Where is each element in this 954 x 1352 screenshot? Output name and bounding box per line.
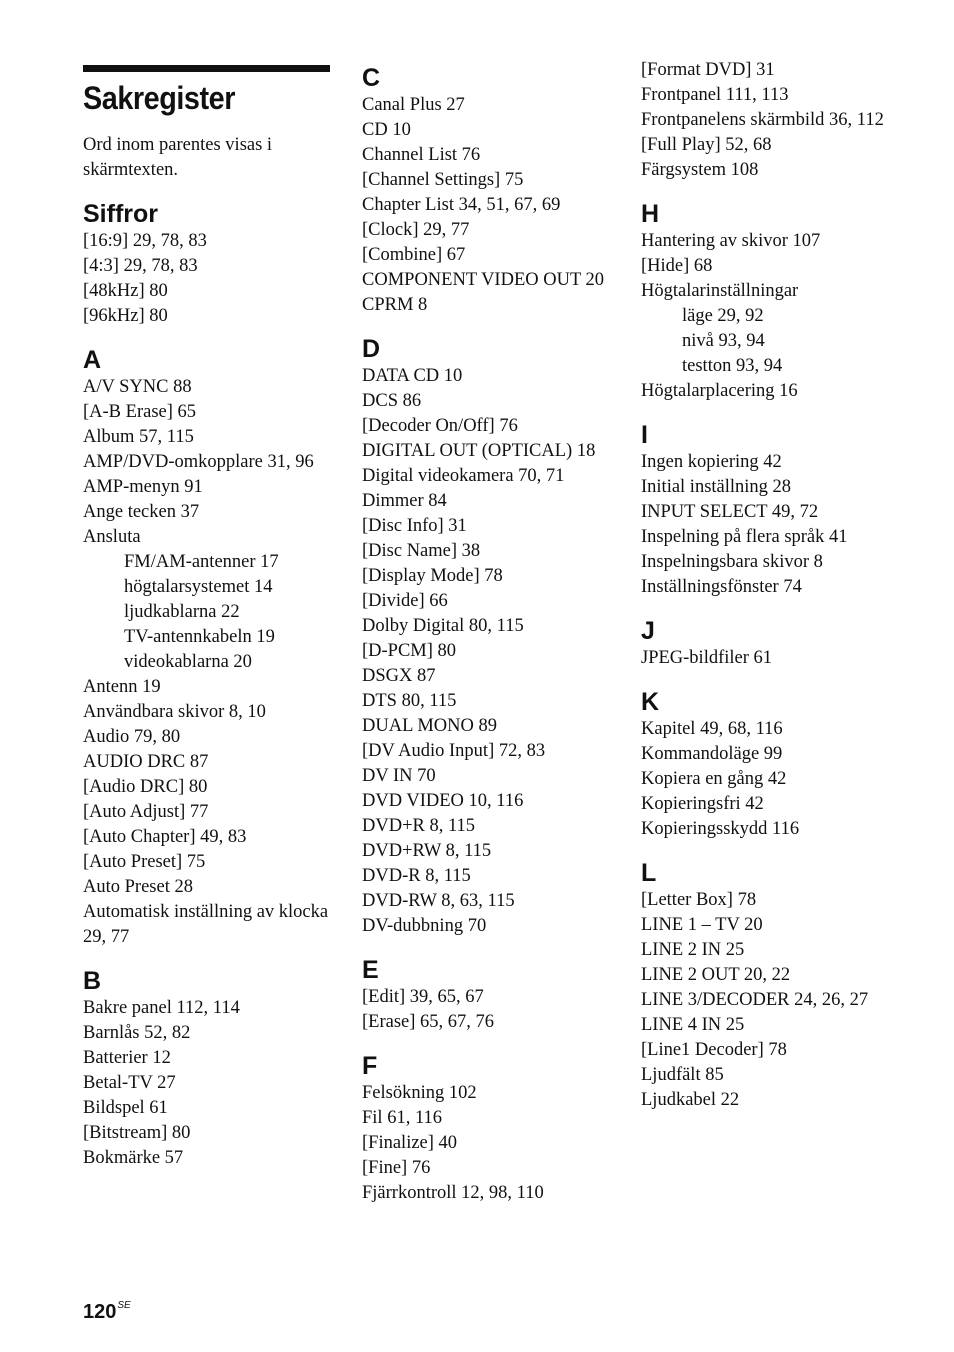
index-entry: [Erase] 65, 67, 76 (362, 1012, 495, 1032)
index-entry: Kopiera en gång 42 (641, 769, 787, 789)
section-heading: B (83, 967, 102, 995)
index-entry: [48kHz] 80 (83, 281, 168, 301)
index-entry: [Fine] 76 (362, 1158, 431, 1178)
index-section (641, 183, 891, 404)
index-entry: Inspelningsbara skivor 8 (641, 552, 823, 572)
index-subentry: nivå 93, 94 (682, 331, 765, 351)
index-entry: Felsökning 102 (362, 1083, 477, 1103)
index-entry: LINE 2 OUT 20, 22 (641, 965, 791, 985)
index-entry: Antenn 19 (83, 677, 161, 697)
index-entry: DCS 86 (362, 391, 422, 411)
index-entry: Album 57, 115 (83, 427, 194, 447)
section-heading: A (83, 346, 102, 374)
index-entry: Fjärrkontroll 12, 98, 110 (362, 1183, 544, 1203)
index-entry: [Disc Info] 31 (362, 516, 467, 536)
index-entry: [Clock] 29, 77 (362, 220, 470, 240)
index-entry: Ljudkabel 22 (641, 1090, 740, 1110)
index-entry: [Format DVD] 31 (641, 60, 775, 80)
index-section (362, 58, 620, 318)
section-heading: F (362, 1052, 378, 1080)
index-entry: Färgsystem 108 (641, 160, 759, 180)
index-entry: Ange tecken 37 (83, 502, 200, 522)
index-entry: INPUT SELECT 49, 72 (641, 502, 819, 522)
index-entry: JPEG-bildfiler 61 (641, 648, 773, 668)
index-entry: [A-B Erase] 65 (83, 402, 197, 422)
index-section (641, 842, 891, 1113)
index-entry: Hantering av skivor 107 (641, 231, 821, 251)
index-entry: [Combine] 67 (362, 245, 466, 265)
index-entry: Barnlås 52, 82 (83, 1023, 191, 1043)
index-entry: AMP/DVD-omkopplare 31, 96 (83, 452, 314, 472)
index-subentry: videokablarna 20 (124, 652, 252, 672)
index-section (362, 939, 620, 1035)
index-entry: Chapter List 34, 51, 67, 69 (362, 195, 561, 215)
index-entry: Frontpanel 111, 113 (641, 85, 789, 105)
index-entry: Ingen kopiering 42 (641, 452, 782, 472)
index-entry: DVD+RW 8, 115 (362, 841, 492, 861)
index-entry: DTS 80, 115 (362, 691, 457, 711)
section-heading: C (362, 64, 381, 92)
index-entry: Audio 79, 80 (83, 727, 181, 747)
index-entry: LINE 1 – TV 20 (641, 915, 763, 935)
page-number-value: 120 (83, 1301, 117, 1323)
index-column-2 (362, 58, 620, 1206)
index-entry: DATA CD 10 (362, 366, 463, 386)
index-entry: Dolby Digital 80, 115 (362, 616, 524, 636)
section-heading: J (641, 617, 655, 645)
index-entry: Frontpanelens skärmbild 36, 112 (641, 110, 884, 130)
index-entry: Canal Plus 27 (362, 95, 465, 115)
index-column-1 (83, 58, 333, 1171)
index-entry: LINE 4 IN 25 (641, 1015, 745, 1035)
index-entry: [Decoder On/Off] 76 (362, 416, 518, 436)
index-subentry: ljudkablarna 22 (124, 602, 240, 622)
index-section (83, 329, 333, 950)
index-entry: [96kHz] 80 (83, 306, 168, 326)
index-section (641, 404, 891, 600)
section-heading: H (641, 200, 660, 228)
index-section (362, 318, 620, 939)
index-entry: DVD-RW 8, 63, 115 (362, 891, 515, 911)
index-entry: CPRM 8 (362, 295, 428, 315)
index-entry: DVD-R 8, 115 (362, 866, 471, 886)
page-number-suffix: SE (117, 1300, 131, 1311)
index-subentry: TV-antennkabeln 19 (124, 627, 275, 647)
section-heading: E (362, 956, 379, 984)
index-entry: Kommandoläge 99 (641, 744, 783, 764)
section-heading: K (641, 688, 660, 716)
index-entry: Inspelning på flera språk 41 (641, 527, 848, 547)
index-entry: LINE 2 IN 25 (641, 940, 745, 960)
index-entry: Digital videokamera 70, 71 (362, 466, 565, 486)
index-entry: Kopieringsfri 42 (641, 794, 764, 814)
index-entry: COMPONENT VIDEO OUT 20 (362, 270, 605, 290)
index-entry: [Finalize] 40 (362, 1133, 458, 1153)
index-entry: [Divide] 66 (362, 591, 448, 611)
index-section (641, 671, 891, 842)
index-entry: DVD+R 8, 115 (362, 816, 476, 836)
index-entry: [Disc Name] 38 (362, 541, 481, 561)
section-heading: D (362, 335, 381, 363)
index-entry: Högtalarplacering 16 (641, 381, 798, 401)
index-entry: Bakre panel 112, 114 (83, 998, 240, 1018)
index-entry: [Auto Chapter] 49, 83 (83, 827, 247, 847)
index-entry: DIGITAL OUT (OPTICAL) 18 (362, 441, 596, 461)
section-heading: L (641, 859, 657, 887)
index-entry: CD 10 (362, 120, 411, 140)
index-entry: Auto Preset 28 (83, 877, 193, 897)
page-title: Sakregister (83, 80, 235, 116)
index-entry: AUDIO DRC 87 (83, 752, 209, 772)
index-entry: DSGX 87 (362, 666, 436, 686)
index-entry: Automatisk inställning av klocka 29, 77 (83, 902, 329, 947)
column-sections (641, 58, 891, 1113)
index-subentry: testton 93, 94 (682, 356, 783, 376)
index-entry: DV IN 70 (362, 766, 436, 786)
index-section (83, 194, 333, 329)
index-entry: [DV Audio Input] 72, 83 (362, 741, 546, 761)
index-entry: [D-PCM] 80 (362, 641, 457, 661)
index-entry: Fil 61, 116 (362, 1108, 443, 1128)
title-rule (83, 65, 330, 72)
index-entry: [16:9] 29, 78, 83 (83, 231, 207, 251)
index-section (83, 950, 333, 1171)
index-entry: [Hide] 68 (641, 256, 713, 276)
index-entry: [Full Play] 52, 68 (641, 135, 772, 155)
index-entry: Bildspel 61 (83, 1098, 168, 1118)
index-entry: [Letter Box] 78 (641, 890, 757, 910)
index-entry: Dimmer 84 (362, 491, 447, 511)
index-subentry: FM/AM-antenner 17 (124, 552, 279, 572)
index-entry: AMP-menyn 91 (83, 477, 203, 497)
index-entry: Bokmärke 57 (83, 1148, 184, 1168)
index-entry: DUAL MONO 89 (362, 716, 497, 736)
section-heading: Siffror (83, 200, 158, 228)
index-section (641, 58, 891, 183)
index-entry: A/V SYNC 88 (83, 377, 192, 397)
index-entry: [Edit] 39, 65, 67 (362, 987, 484, 1007)
index-entry: LINE 3/DECODER 24, 26, 27 (641, 990, 869, 1010)
index-entry: Channel List 76 (362, 145, 481, 165)
index-entry: [Auto Adjust] 77 (83, 802, 209, 822)
index-entry: Användbara skivor 8, 10 (83, 702, 266, 722)
index-entry: Initial inställning 28 (641, 477, 792, 497)
index-entry: Inställningsfönster 74 (641, 577, 802, 597)
index-entry: DVD VIDEO 10, 116 (362, 791, 524, 811)
index-entry: [Bitstream] 80 (83, 1123, 191, 1143)
index-subentry: högtalarsystemet 14 (124, 577, 273, 597)
index-entry: Högtalarinställningar (641, 281, 799, 301)
index-subentry: läge 29, 92 (682, 306, 764, 326)
index-entry: Kopieringsskydd 116 (641, 819, 800, 839)
index-entry: [Line1 Decoder] 78 (641, 1040, 787, 1060)
index-entry: Batterier 12 (83, 1048, 171, 1068)
index-entry: Betal-TV 27 (83, 1073, 176, 1093)
index-entry: Ljudfält 85 (641, 1065, 724, 1085)
section-heading: I (641, 421, 648, 449)
index-entry: Kapitel 49, 68, 116 (641, 719, 783, 739)
index-entry: Ansluta (83, 527, 141, 547)
index-entry: [Display Mode] 78 (362, 566, 503, 586)
page-number (83, 1300, 131, 1324)
index-entry: [Audio DRC] 80 (83, 777, 208, 797)
column-sections (83, 194, 333, 1171)
index-entry: [Channel Settings] 75 (362, 170, 524, 190)
index-entry: [Auto Preset] 75 (83, 852, 206, 872)
index-section (641, 600, 891, 671)
index-entry: DV-dubbning 70 (362, 916, 487, 936)
index-column-3 (641, 58, 891, 1113)
index-section (362, 1035, 620, 1206)
intro-text: Ord inom parentes visas i skärmtexten. (83, 135, 273, 180)
index-entry: [4:3] 29, 78, 83 (83, 256, 198, 276)
column-sections (362, 58, 620, 1206)
